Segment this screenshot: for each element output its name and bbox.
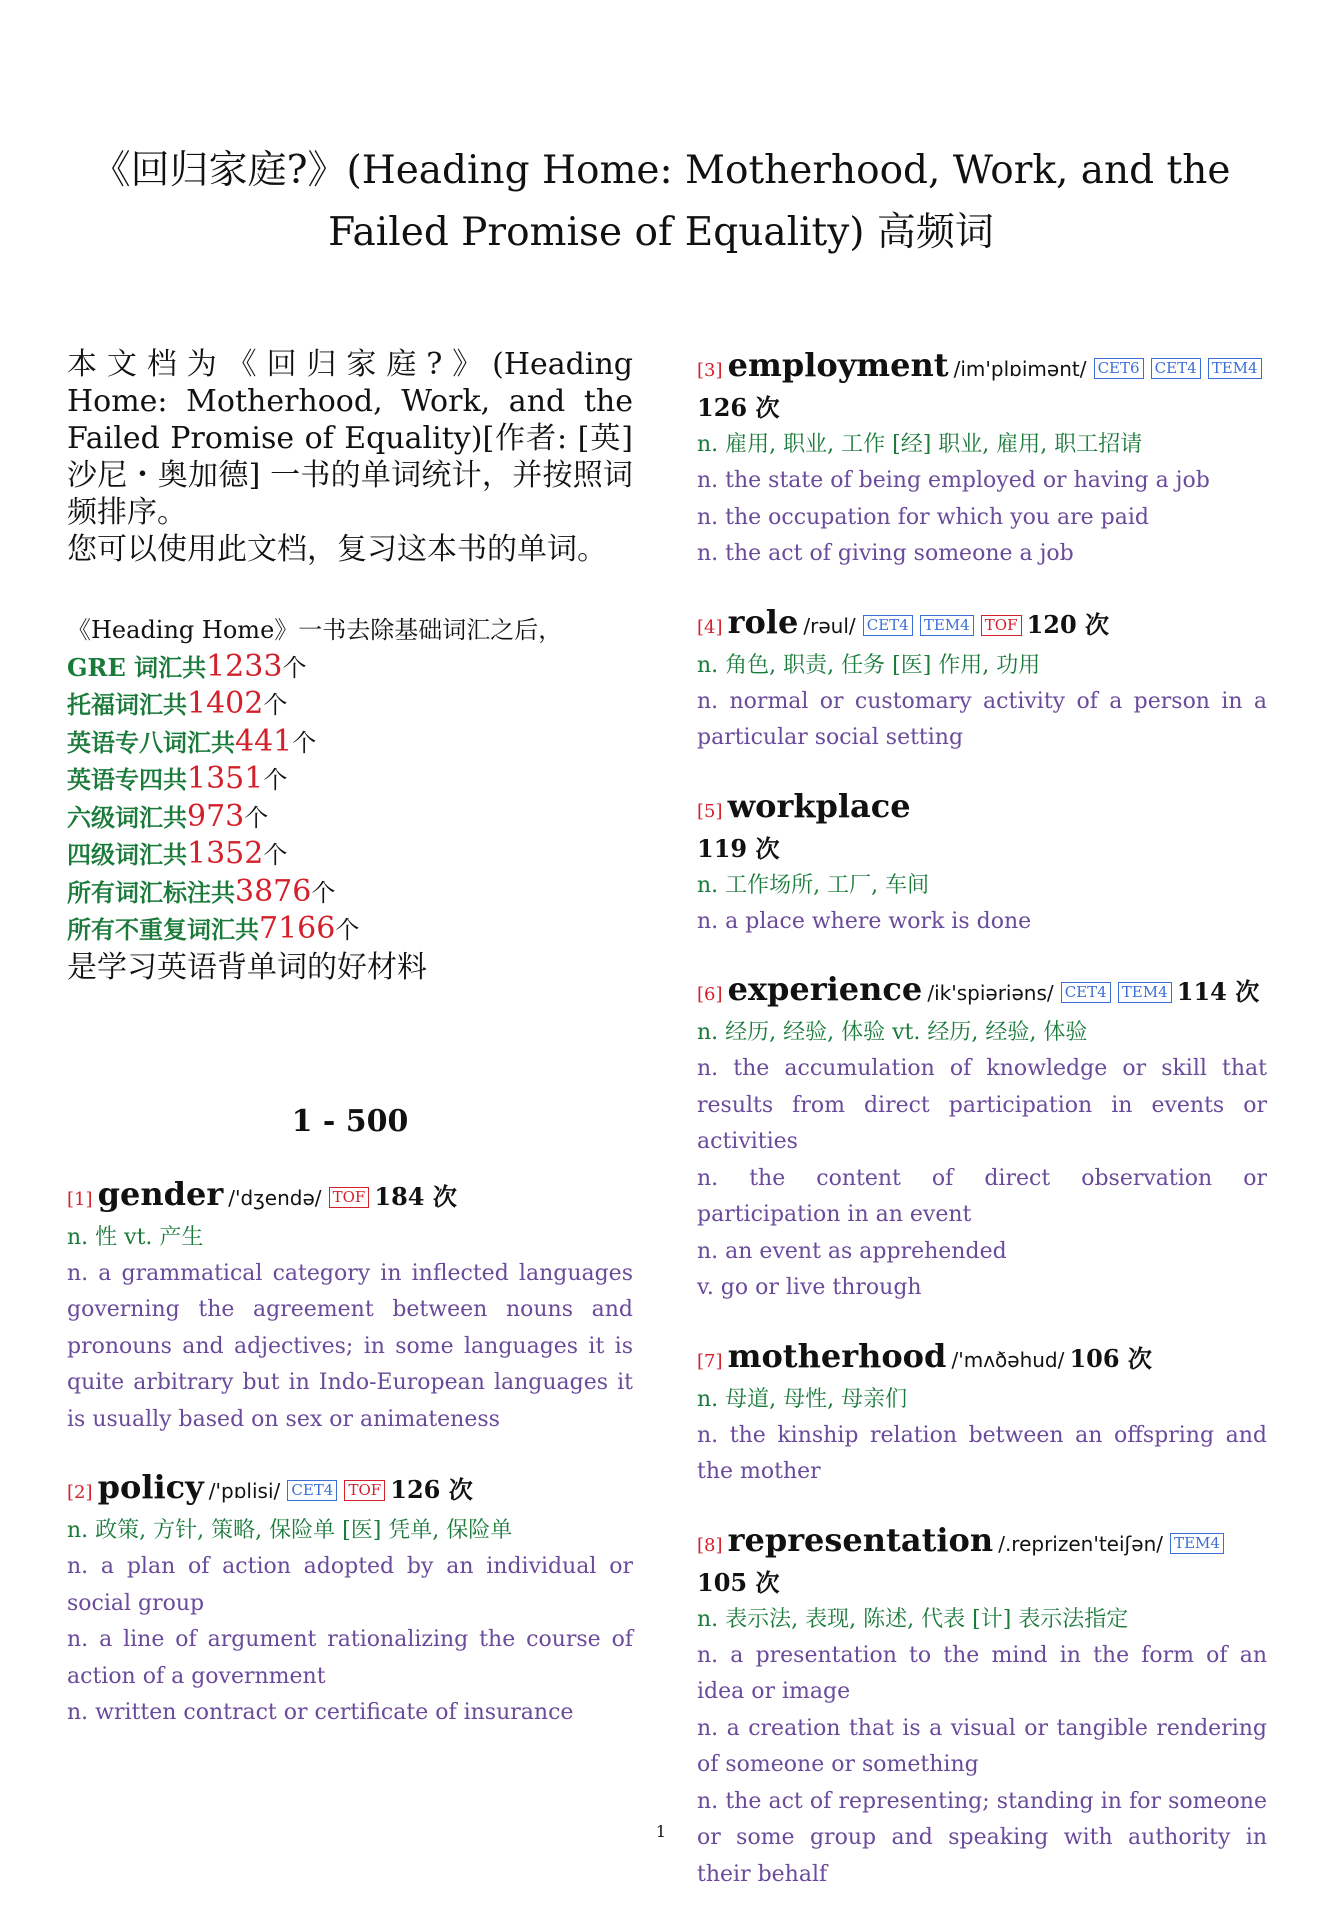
entry-ipa: /rəul/	[803, 613, 856, 638]
word-entry	[697, 603, 1267, 757]
word-entry	[697, 1337, 1267, 1491]
entry-word: policy	[97, 1468, 204, 1506]
entry-definition: n. the state of being employed or having a job	[697, 468, 1210, 493]
entry-word: workplace	[727, 786, 911, 825]
stats-lines	[67, 649, 633, 949]
word-entry	[697, 787, 1267, 941]
stat-label: 英语专四共	[67, 765, 187, 794]
entry-chinese-meaning: n. 工作场所, 工厂, 车间	[697, 872, 930, 898]
vocabulary-stats	[67, 612, 633, 986]
stat-line	[67, 724, 633, 762]
stat-label: 四级词汇共	[67, 840, 187, 869]
entry-word: role	[727, 602, 799, 641]
entry-index: [3]	[697, 360, 723, 381]
entry-definition: n. the accumulation of knowledge or skill that results from direct participation in events or activities	[697, 1056, 1267, 1154]
entries-right	[697, 346, 1267, 1893]
exam-tag: CET4	[1061, 982, 1111, 1003]
stat-unit: 个	[244, 803, 269, 832]
exam-tag: TEM4	[1170, 1533, 1224, 1554]
entry-ipa: /'mʌðəhud/	[951, 1347, 1065, 1372]
entry-definition: n. the act of representing; standing in for someone or some group and speaking with authority in their behalf	[697, 1788, 1267, 1887]
exam-tag: TOF	[329, 1187, 370, 1208]
entry-count: 126 次	[390, 1475, 473, 1504]
exam-tag: CET4	[287, 1480, 337, 1501]
entry-head	[697, 787, 1267, 831]
intro-text: 本文档为《回归家庭?》(Heading Home: Motherhood, Work, and the Failed Promise of Equality)[作者: [英] 沙尼・奥加德] 一书的单词统计，并按照词频排序。	[67, 347, 633, 530]
stat-unit: 个	[335, 916, 360, 944]
right-column	[697, 346, 1267, 1923]
entry-definition: n. a line of argument rationalizing the course of action of a government	[67, 1627, 633, 1689]
word-entry	[67, 1468, 633, 1732]
entry-index: [4]	[697, 616, 723, 638]
page-number: 1	[655, 1822, 667, 1841]
entry-count: 184 次	[374, 1181, 457, 1211]
entry-word: representation	[727, 1520, 994, 1559]
stat-unit: 个	[311, 878, 336, 907]
entry-count: 120 次	[1026, 609, 1110, 639]
stat-value: 1351	[187, 761, 264, 796]
stat-label: GRE 词汇共	[67, 652, 207, 682]
word-entry	[697, 970, 1267, 1307]
entry-word: employment	[727, 346, 949, 384]
stat-value: 3876	[235, 873, 312, 909]
entry-ipa: /.reprizen'teiʃən/	[998, 1531, 1163, 1556]
entry-definition: v. go or live through	[697, 1275, 922, 1300]
word-entry	[697, 346, 1267, 573]
entry-head	[67, 1468, 633, 1512]
entry-chinese-meaning: n. 政策, 方针, 策略, 保险单 [医] 凭单, 保险单	[67, 1518, 513, 1543]
entry-definition: n. a creation that is a visual or tangible rendering of someone or something	[697, 1715, 1267, 1777]
stat-value: 7166	[259, 911, 336, 946]
entry-head	[67, 1175, 633, 1219]
exam-tag: TEM4	[1118, 982, 1172, 1003]
stat-label: 所有词汇标注共	[67, 877, 235, 907]
entry-definition: n. a place where work is done	[697, 908, 1032, 934]
entry-definition: n. the occupation for which you are paid	[697, 504, 1149, 530]
stat-label: 托福词汇共	[67, 690, 187, 719]
entry-ipa: /'dʒendə/	[228, 1185, 322, 1210]
stat-label: 英语专八词汇共	[67, 727, 235, 757]
entry-index: [2]	[67, 1482, 93, 1503]
entry-definition: n. the content of direct observation or participation in an event	[697, 1165, 1267, 1227]
stat-value: 973	[187, 798, 245, 834]
exam-tag: TOF	[344, 1480, 385, 1501]
range-heading: 1 - 500	[291, 1103, 409, 1139]
entry-head	[697, 346, 1267, 390]
entry-index: [7]	[697, 1350, 723, 1372]
stat-unit: 个	[282, 653, 307, 682]
stat-value: 441	[235, 723, 293, 759]
entry-ipa: /'pɒlisi/	[208, 1479, 281, 1503]
entry-chinese-meaning: n. 母道, 母性, 母亲们	[697, 1386, 908, 1412]
entry-index: [1]	[67, 1188, 93, 1210]
word-entry	[67, 1175, 633, 1439]
stat-label: 所有不重复词汇共	[67, 915, 259, 944]
entry-index: [6]	[697, 984, 723, 1005]
exam-tag: TEM4	[1208, 358, 1262, 379]
entry-word: experience	[727, 970, 923, 1008]
entry-word: motherhood	[727, 1336, 947, 1375]
entry-chinese-meaning: n. 经历, 经验, 体验 vt. 经历, 经验, 体验	[697, 1020, 1088, 1045]
entry-chinese-meaning: n. 雇用, 职业, 工作 [经] 职业, 雇用, 职工招请	[697, 432, 1143, 457]
stat-value: 1233	[206, 648, 283, 684]
entry-head	[697, 603, 1267, 647]
entry-definition: n. a plan of action adopted by an individual or social group	[67, 1554, 633, 1616]
exam-tag: CET4	[1151, 358, 1201, 379]
stat-unit: 个	[263, 691, 288, 719]
entry-head	[697, 1337, 1267, 1381]
exam-tag: TEM4	[920, 615, 974, 636]
entry-definition: n. normal or customary activity of a person in a particular social setting	[697, 688, 1267, 750]
entry-chinese-meaning: n. 表示法, 表现, 陈述, 代表 [计] 表示法指定	[697, 1606, 1129, 1632]
entry-count: 105 次	[697, 1567, 780, 1597]
entry-ipa: /ik'spiəriəns/	[927, 981, 1054, 1005]
entry-count: 114 次	[1176, 977, 1260, 1006]
exam-tag: CET6	[1094, 358, 1144, 379]
exam-tag: TOF	[981, 615, 1022, 636]
stat-line	[67, 649, 633, 687]
stat-line	[67, 874, 633, 912]
entry-definition: n. written contract or certificate of insurance	[67, 1700, 574, 1725]
entry-chinese-meaning: n. 性 vt. 产生	[67, 1224, 204, 1250]
entry-definition: n. a presentation to the mind in the form of an idea or image	[697, 1642, 1267, 1704]
stat-unit: 个	[263, 841, 288, 869]
entry-definition: n. an event as apprehended	[697, 1238, 1007, 1264]
entry-definition: n. the act of giving someone a job	[697, 541, 1074, 566]
stat-line	[67, 799, 633, 837]
stat-value: 1402	[187, 686, 264, 721]
entry-count: 119 次	[697, 833, 780, 863]
entry-word: gender	[97, 1174, 224, 1213]
stat-line	[67, 761, 633, 799]
entry-definition: n. a grammatical category in inflected languages governing the agreement between nouns and pronouns and adjectives; in some languages it is quite arbitrary but in Indo-European languages it is usually based on sex or animateness	[67, 1260, 633, 1432]
entry-head	[697, 1521, 1267, 1565]
entry-ipa: /im'plɒimənt/	[953, 357, 1087, 381]
entries-left	[67, 1175, 633, 1732]
stat-line	[67, 836, 633, 874]
entry-head	[697, 970, 1267, 1014]
stats-lead: 《Heading Home》一书去除基础词汇之后，	[67, 616, 563, 644]
page-title: 《回归家庭?》(Heading Home: Motherhood, Work, and the Failed Promise of Equality) 高频词	[91, 148, 1231, 255]
stat-unit: 个	[292, 728, 317, 757]
entry-definition: n. the kinship relation between an offspring and the mother	[697, 1422, 1267, 1484]
intro-note: 您可以使用此文档，复习这本书的单词。	[67, 532, 607, 567]
entry-count: 106 次	[1069, 1343, 1152, 1373]
exam-tag: CET4	[863, 615, 913, 636]
stat-label: 六级词汇共	[67, 802, 187, 832]
left-column	[67, 346, 633, 1762]
stats-closing: 是学习英语背单词的好材料	[67, 949, 427, 985]
entry-chinese-meaning: n. 角色, 职责, 任务 [医] 作用, 功用	[697, 652, 1041, 678]
entry-count: 126 次	[697, 393, 780, 422]
stat-value: 1352	[187, 836, 264, 871]
stat-line	[67, 686, 633, 724]
entry-index: [5]	[697, 800, 723, 822]
stat-unit: 个	[263, 766, 288, 794]
stat-line	[67, 911, 633, 949]
entry-index: [8]	[697, 1534, 723, 1556]
